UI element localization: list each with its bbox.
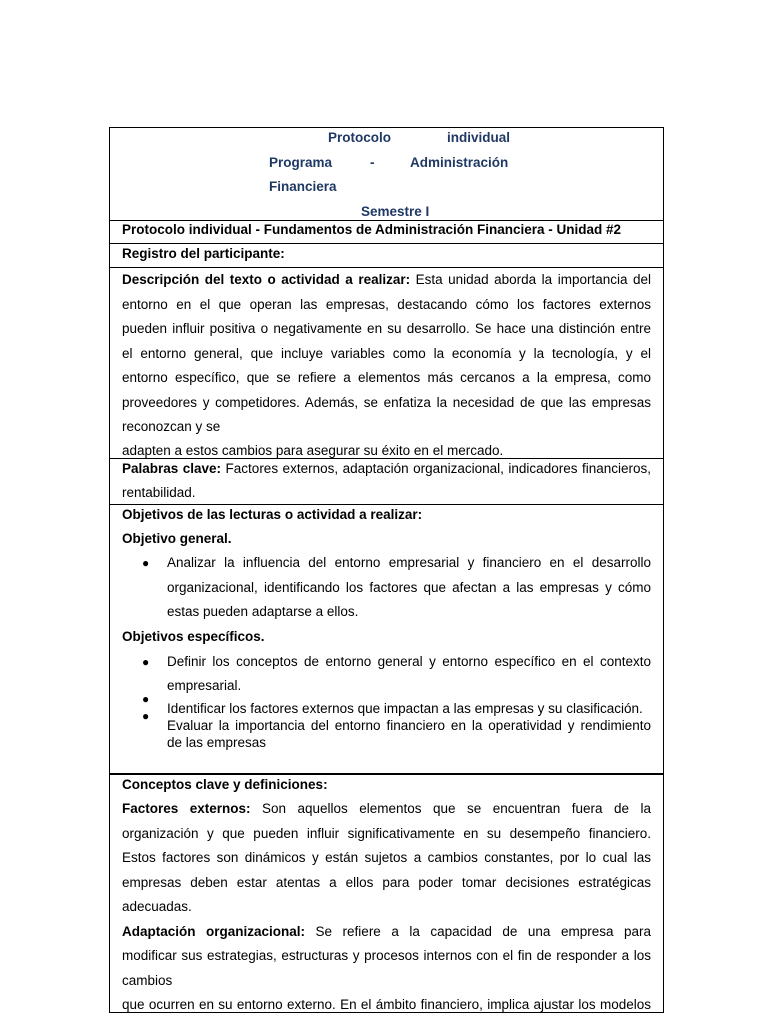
registro-row [110,244,663,268]
descripcion-row [110,268,663,459]
descripcion-line-4: el entorno general, que incluye variables como la economía y la tecnología, y el [122,345,651,361]
general-line-2: organizacional, identificando los factores que afectan a las empresas y cómo [167,580,651,595]
factores-label: Factores externos: [122,801,251,816]
factores-line-2: organización y que pueden influir significativamente en su desempeño financiero. [122,826,651,841]
header-semestre: Semestre I [361,204,430,219]
protocol-table [109,127,664,1013]
descripcion-line-5: entorno específico, que se refiere a elementos más cercanos a la empresa, como [122,370,651,385]
general-line-3: estas pueden adaptarse a ellos. [167,604,359,619]
header-protocolo: Protocolo [328,130,391,145]
adapt-line-2: modificar sus estrategias, estructuras y procesos internos con el fin de responder a los [122,948,651,963]
factores-line-3: Estos factores son dinámicos y están sujetos a cambios constantes, por lo cual las [122,850,651,865]
conceptos-heading: Conceptos clave y definiciones: [122,777,328,792]
header-administracion: Administración [410,155,509,170]
esp3-line-1: Evaluar la importancia del entorno financiero en la operatividad y rendimiento [167,718,651,733]
esp1-line-2: empresarial. [167,678,242,693]
descripcion-line-8: adapten a estos cambios para asegurar su éxito en el mercado. [122,443,504,458]
adapt-line-3: cambios [122,973,173,988]
objetivos-row [110,505,663,775]
descripcion-label: Descripción del texto o actividad a realizar: [122,272,411,287]
title-text: Protocolo individual - Fundamentos de Administración Financiera - Unidad #2 [122,222,622,237]
descripcion-line-1: Descripción del texto o actividad a realizar: Esta unidad aborda la importancia del [122,272,651,287]
esp3-line-2: de las empresas [167,735,267,750]
objetivos-heading: Objetivos de las lecturas o actividad a realizar: [122,507,423,522]
factores-line-1: Factores externos: Son aquellos elementos que se encuentran fuera de la [122,801,651,816]
descripcion-line-6: proveedores y competidores. Además, se enfatiza la necesidad de que las empresas [122,394,651,410]
header-individual: individual [447,130,511,145]
palabras-line-2: rentabilidad. [122,485,196,500]
title-row [110,221,663,244]
esp2-line: Identificar los factores externos que impactan a las empresas y su clasificación. [167,701,643,716]
header-financiera: Financiera [269,179,337,194]
bullet-icon: ● [142,655,150,669]
bullet-icon: ● [142,556,150,570]
header-row [110,128,663,221]
adapt-line-4: que ocurren en su entorno externo. En el ámbito financiero, implica ajustar los modelos [122,997,651,1012]
header-dash: - [370,155,375,170]
bullet-icon: ● [142,692,150,706]
palabras-row [110,459,663,505]
palabras-line-1: Palabras clave: Factores externos, adaptación organizacional, indicadores financieros, [122,461,651,476]
factores-line-4: empresas deben estar atentas a ellos para poder tomar decisiones estratégicas [122,875,651,890]
adapt-label: Adaptación organizacional: [122,924,306,939]
descripcion-line-3: pueden influir positiva o negativamente en su desarrollo. Se hace una distinción entre [122,321,651,336]
general-line-1: Analizar la influencia del entorno empresarial y financiero en el desarrollo [167,555,651,570]
factores-line-5: adecuadas. [122,899,192,914]
objetivo-general-label: Objetivo general. [122,531,232,546]
descripcion-line-7: reconozcan y se [122,419,221,434]
esp1-line-1: Definir los conceptos de entorno general y entorno específico en el contexto [167,654,651,669]
header-programa: Programa [269,155,333,170]
registro-label: Registro del participante: [122,246,285,261]
objetivos-especificos-label: Objetivos específicos. [122,629,265,644]
conceptos-row [110,775,663,1013]
adapt-line-1: Adaptación organizacional: Se refiere a la capacidad de una empresa para [122,924,651,939]
descripcion-line-2: entorno en el que operan las empresas, destacando cómo los factores externos [122,296,651,312]
palabras-label: Palabras clave: [122,461,222,476]
bullet-icon: ● [142,709,150,723]
